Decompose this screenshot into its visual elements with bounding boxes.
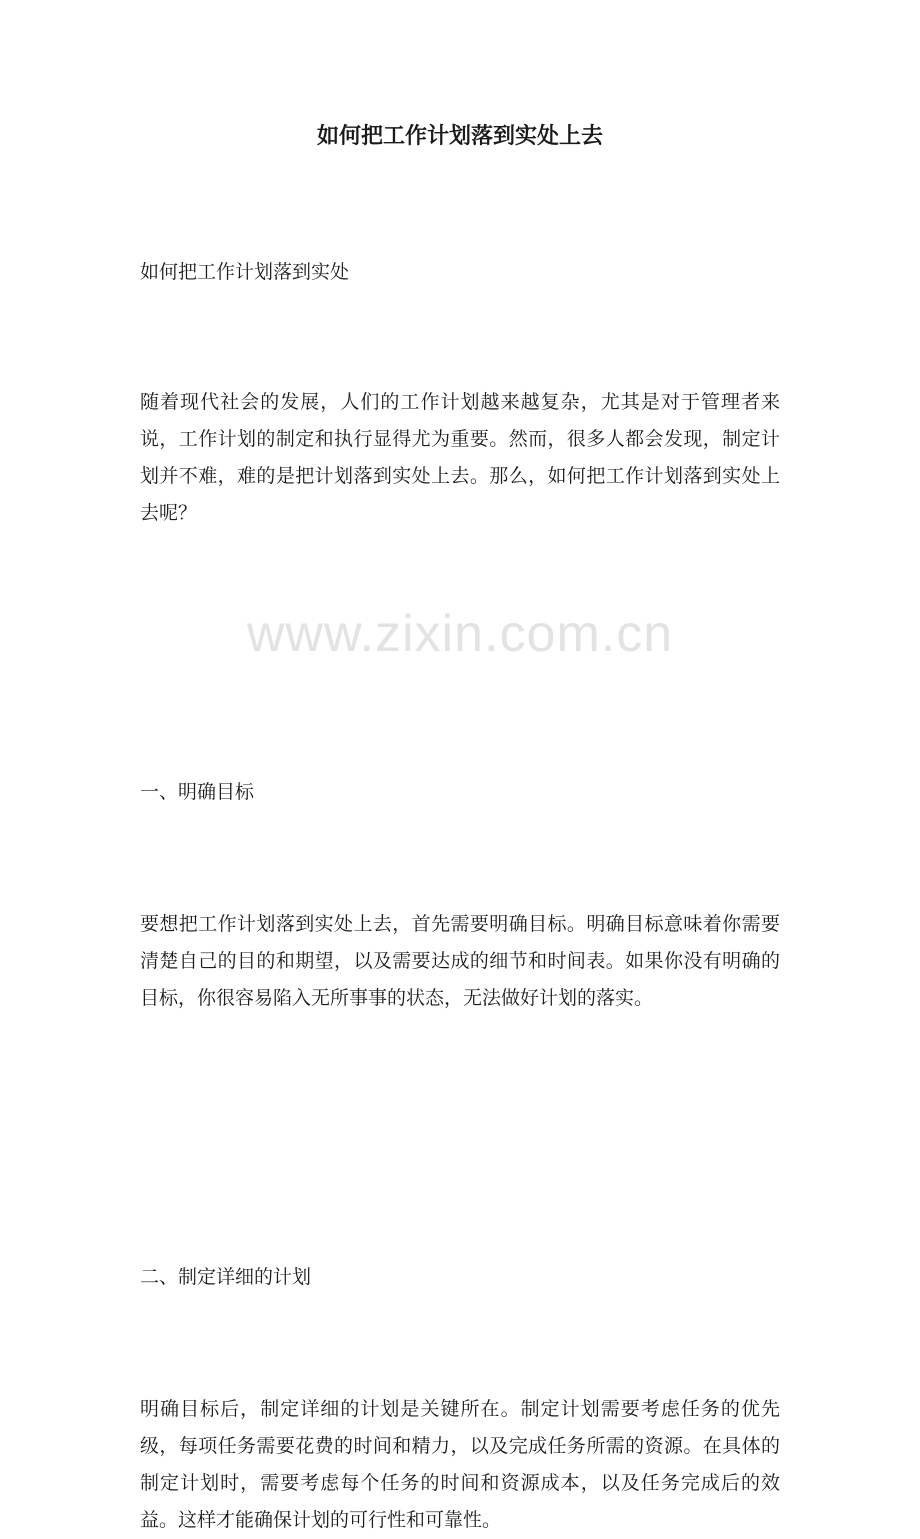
document-title: 如何把工作计划落到实处上去 (316, 123, 603, 149)
section-body-1: 要想把工作计划落到实处上去，首先需要明确目标。明确目标意味着你需要清楚自己的目的和期望，以及需要达成的细节和时间表。如果你没有明确的目标，你很容易陷入无所事事的状态，无法做好计划的落实。 (140, 913, 780, 1009)
document-subtitle: 如何把工作计划落到实处 (140, 261, 350, 283)
section-body-2: 明确目标后，制定详细的计划是关键所在。制定计划需要考虑任务的优先级，每项任务需要花费的时间和精力，以及完成任务所需的资源。在具体的制定计划时，需要考虑每个任务的时间和资源成本，以及任务完成后的效益。这样才能确保计划的可行性和可靠性。 (140, 1398, 780, 1531)
intro-paragraph: 随着现代社会的发展，人们的工作计划越来越复杂，尤其是对于管理者来说，工作计划的制定和执行显得尤为重要。然而，很多人都会发现，制定计划并不难，难的是把计划落到实处上去。那么，如何把工作计划落到实处上去呢？ (140, 391, 780, 524)
section-heading-2: 二、制定详细的计划 (140, 1266, 312, 1288)
watermark: www.zixin.com.cn (246, 605, 674, 663)
section-heading-1: 一、明确目标 (140, 781, 255, 803)
